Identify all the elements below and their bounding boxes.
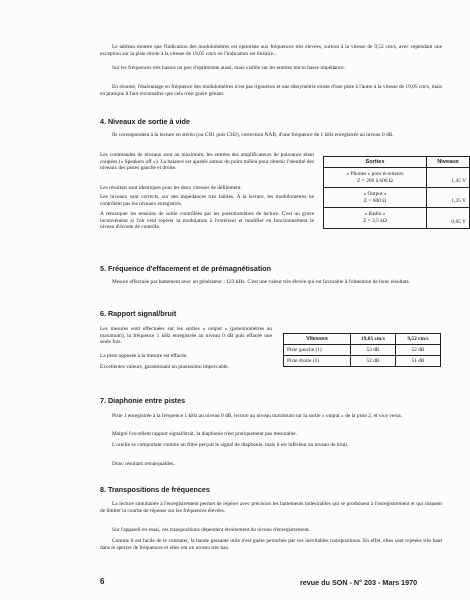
s8-paragraph-1: La lecture simultanée à l'enregistrement permet de repérer avec précision les battements indésirables qui se produisent à l'enregistrement et qui risquent de limiter la courbe de réponse sur les fréquences élevées. — [100, 501, 442, 514]
header-speed-952: 9,52 cm/s — [396, 334, 441, 345]
intro-paragraph-1: Le tableau montre que l'indication des modulomètres est optimiste aux fréquences très élevées, surtout à la vitesse de 9,52 cm/s, avec cependant une exception sur la piste droite à la vitesse de 19,05 cm/s où l'indication est linéaire... — [100, 44, 442, 57]
table-row — [284, 356, 441, 367]
output-source-name: « Output » — [363, 191, 387, 198]
track-label: Piste droite (2) — [284, 356, 351, 367]
s7-paragraph-4: Donc résultats remarquables. — [112, 461, 175, 467]
header-sorties: Sorties — [324, 157, 427, 168]
output-source-name: « Phones » pour écouteurs — [346, 171, 404, 177]
output-impedance: Z = 600 Ω — [363, 197, 387, 204]
output-source — [324, 188, 427, 208]
snr-value: 53 dB — [351, 345, 396, 356]
page-number: 6 — [100, 577, 105, 586]
output-level-value: 1,35 V — [427, 188, 470, 208]
s7-paragraph-1: Piste 1 enregistrée à la fréquence 1 kHz au niveau 0 dB, lecture au niveau maximum sur la sortie « output » de la piste 2, et vice versa. — [112, 413, 402, 419]
output-impedance: Z = 200 à 600 Ω — [357, 177, 393, 184]
s8-paragraph-2: Sur l'appareil en essai, ces transpositions dépendent étroitement du niveau d'enregistrement. — [112, 527, 311, 533]
output-level-value: 0,65 V — [427, 208, 470, 228]
section-5-heading: 5. Fréquence d'effacement et de prémagnétisation — [100, 264, 272, 273]
table-row — [324, 208, 470, 228]
s8-paragraph-3: Comme il est facile de le constater, la bande passante utile n'est guère perturbée par ces inévitables transpositions. En effet, elles sont rejetées très haut dans le spectre de fréquences et elles ont un niveau très bas. — [100, 538, 442, 551]
output-impedance: Z = 2,5 kΩ — [363, 217, 387, 224]
intro-paragraph-2: Sur les fréquences très basses un peu d'optimisme aussi, mais visible sur les entrées micro basse impédance. — [112, 65, 346, 71]
table-row — [324, 168, 470, 188]
track-label: Piste gauche (1) — [284, 345, 351, 356]
output-source-name: « Radio » — [364, 211, 386, 218]
section-6-heading: 6. Rapport signal/bruit — [100, 309, 177, 318]
s4-paragraph-3: Les résultats sont identiques pour les deux vitesses de défilement. — [100, 185, 242, 191]
s5-paragraph-1: Mesure effectuée par battement avec un générateur : 123 kHz. C'est une valeur très élevée qui est favorable à l'obtention de bons résultats. — [112, 279, 410, 285]
table-row — [284, 345, 441, 356]
s6-paragraph-3: Excellentes valeurs, garantissant un pianissimo impeccable. — [100, 364, 229, 370]
output-levels-header-row — [324, 157, 470, 168]
snr-value: 51 dB — [396, 356, 441, 367]
s6-paragraph-2: La piste opposée à la mesure est effacée. — [100, 353, 188, 359]
table-row — [324, 188, 470, 208]
s7-paragraph-3: L'oreille se comportant comme un filtre perçoit le signal de diaphonie, mais il est inférieur au niveau de bruit. — [112, 442, 349, 448]
header-speed-1905: 19,05 cm/s — [351, 334, 396, 345]
snr-value: 52 dB — [396, 345, 441, 356]
section-4-heading: 4. Niveaux de sortie à vide — [100, 117, 190, 126]
snr-value: 52 dB — [351, 356, 396, 367]
s4-paragraph-5: A remarquer les tensions de sortie contrôlées par les potentiomètres de lecture. C'est un grave inconvénient si l'on veut repérer la modulation à l'extérieur et modifier en fonctionnement le niveau d'écoute de contrôle. — [100, 211, 314, 231]
section-8-heading: 8. Transpositions de fréquences — [100, 485, 210, 494]
output-source — [324, 208, 427, 228]
s6-paragraph-1: Les mesures sont effectuées sur les sorties « output » (potentiomètres au maximum), la fréquence 1 kHz enregistrée au niveau 0 dB puis effacée une seule fois. — [100, 326, 272, 346]
section-7-heading: 7. Diaphonie entre pistes — [100, 396, 186, 405]
s7-paragraph-2: Malgré l'excellent rapport signal/bruit, la diaphonie n'est pratiquement pas mesurable. — [112, 431, 298, 437]
journal-footer: revue du SON - N° 203 - Mars 1970 — [300, 578, 418, 587]
output-level-value: 1,45 V — [427, 168, 470, 188]
s4-paragraph-1: Ils correspondent à la lecture en stéréo (ou CH1 puis CH2), correction NAB, d'une fréquence de 1 kHz enregistrée au niveau 0 dB. — [112, 132, 394, 138]
signal-noise-table — [283, 333, 441, 367]
signal-noise-header-row — [284, 334, 441, 345]
intro-paragraph-3: En résumé, l'étalonnage en fréquence des modulomètres n'est pas rigoureux et une dissymétrie existe d'une piste à l'autre à la vitesse de 19,05 cm/s, mais en pratique il faut reconnaître que cela n'est guère gênant. — [100, 84, 442, 97]
s4-paragraph-4: Les niveaux sont corrects, sur des impédances très faibles. A la lecture, les modulomètres ne contrôlent pas les niveaux enregistrés. — [100, 194, 314, 207]
s4-paragraph-2: Les commandes de niveaux sont au maximum, les entrées des amplificateurs de puissance étant coupées (« Speakers off »). La balance est ajustée autour du point milieu pour obtenir l'identité des niveaux des pistes gauche et droite. — [100, 152, 314, 172]
output-source — [324, 168, 427, 188]
output-levels-table — [323, 156, 470, 229]
header-niveaux: Niveaux — [427, 157, 470, 168]
header-vitesses: Vitesses — [284, 334, 351, 345]
